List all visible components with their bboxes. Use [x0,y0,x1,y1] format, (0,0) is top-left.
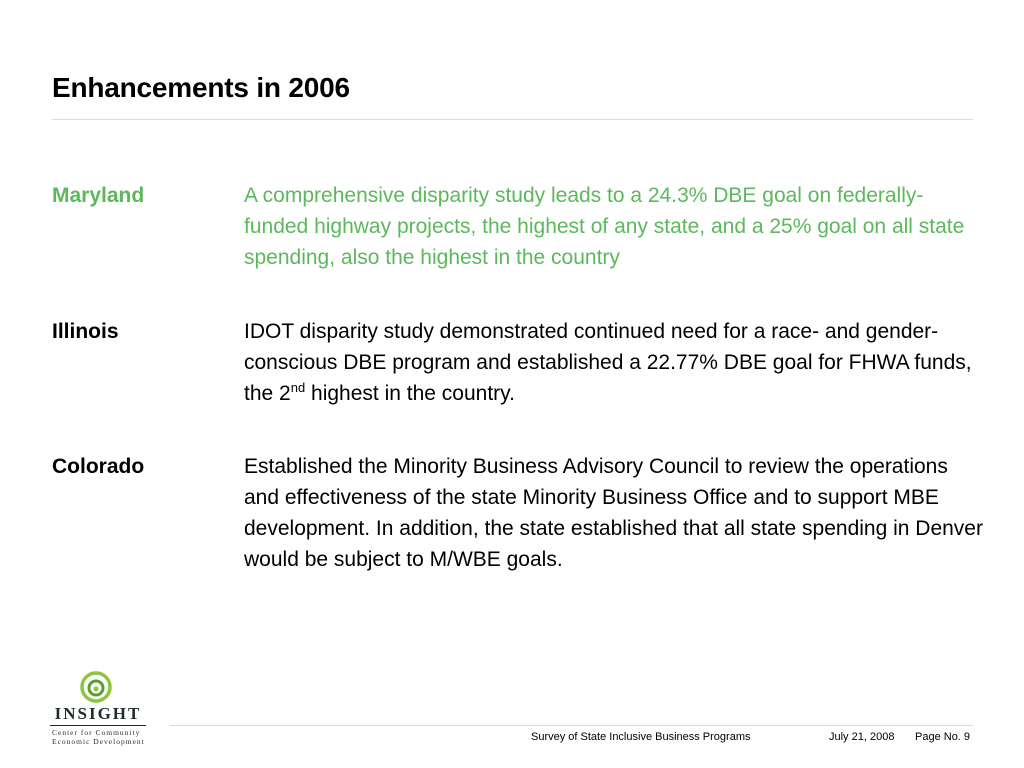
insight-logo [48,668,148,748]
slide-title: Enhancements in 2006 [52,72,350,103]
logo-subtitle-line1: Center for Community [52,728,141,737]
footer-divider [170,725,973,726]
ordinal-suffix: nd [290,380,306,395]
footer-page-number: Page No. 9 [915,731,971,743]
description-text-end: highest in the country. [305,382,515,405]
logo-divider [50,725,146,726]
footer-survey-title: Survey of State Inclusive Business Programs [531,731,751,743]
logo-subtitle-line2: Economic Development [52,737,145,746]
state-description: A comprehensive disparity study leads to a 24.3% DBE goal on federally-funded highway projects, the highest of any state, and a 25% goal on all state spending, also the highest in the country [244,184,965,269]
state-label: Maryland [52,184,145,207]
title-divider [52,119,973,120]
logo-wordmark: INSIGHT [54,704,142,723]
description-text: IDOT disparity study demonstrated continued need for a race- and gender-conscious DBE program and established a 22.77% DBE goal for FHWA funds, the 2 [244,320,972,405]
state-description [244,316,984,409]
footer-date: July 21, 2008 [829,731,895,743]
state-label: Colorado [52,455,145,478]
state-description: Established the Minority Business Advisory Council to review the operations and effectiveness of the state Minority Business Office and to support MBE development. In addition, the state established that all state spending in Denver would be subject to M/WBE goals. [244,455,983,571]
state-label: Illinois [52,320,119,343]
spiral-logo-icon [79,670,113,704]
